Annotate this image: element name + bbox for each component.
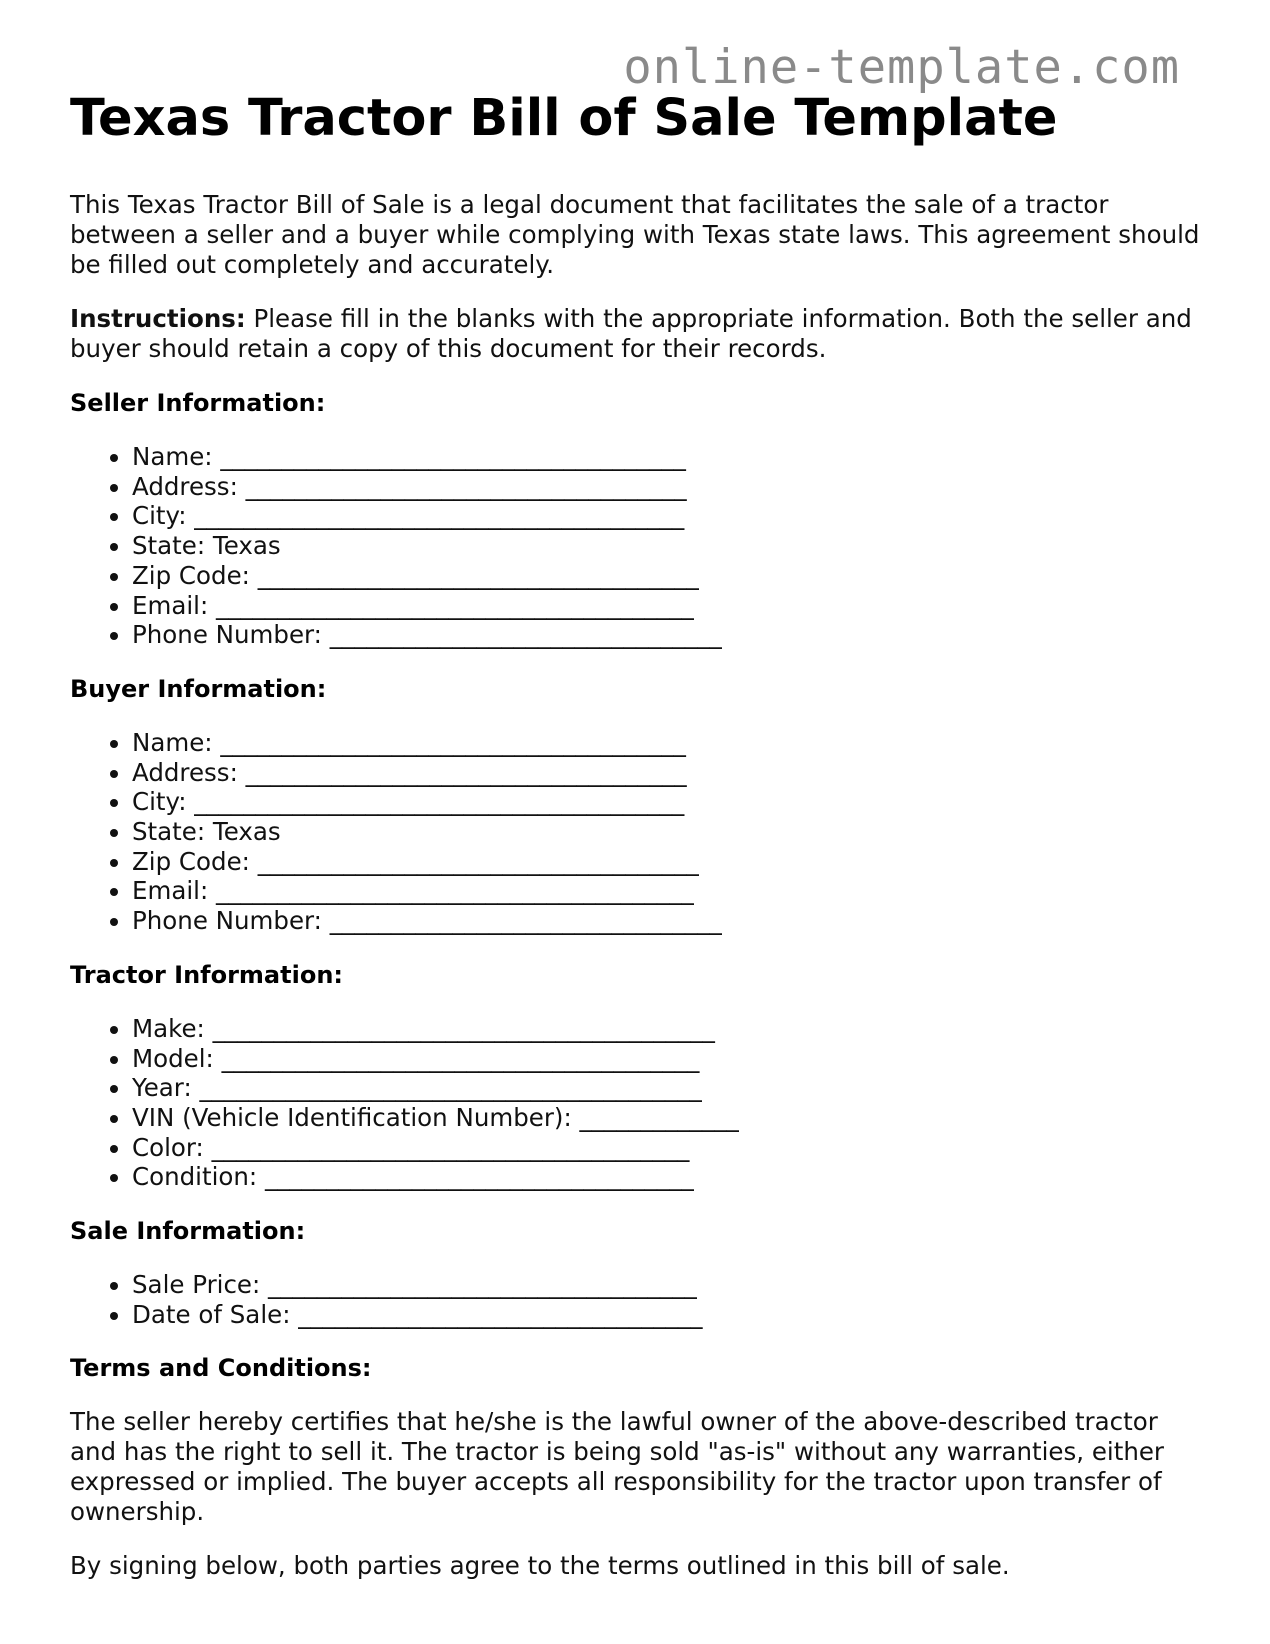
instructions-label: Instructions: (70, 304, 246, 333)
buyer-email-field: • Email: _______________________________________ (132, 876, 1200, 906)
seller-list (70, 442, 1200, 650)
tractor-model-field: • Model: _______________________________________ (132, 1044, 1200, 1074)
sale-list (70, 1270, 1200, 1329)
seller-address-field: • Address: ____________________________________ (132, 472, 1200, 502)
intro-paragraph: This Texas Tractor Bill of Sale is a legal document that facilitates the sale of a tractor between a seller and a buyer while complying with Texas state laws. This agreement should be filled out completely and accurately. (70, 190, 1200, 279)
tractor-list (70, 1014, 1200, 1192)
buyer-address-field: • Address: ____________________________________ (132, 758, 1200, 788)
seller-city-field: • City: ________________________________________ (132, 501, 1200, 531)
document-page (70, 88, 1200, 1605)
tractor-year-field: • Year: _________________________________________ (132, 1073, 1200, 1103)
buyer-state-field: • State: Texas (132, 817, 1200, 847)
buyer-zip-field: • Zip Code: ____________________________________ (132, 847, 1200, 877)
seller-zip-field: • Zip Code: ____________________________________ (132, 561, 1200, 591)
closing-paragraph: By signing below, both parties agree to the terms outlined in this bill of sale. (70, 1551, 1010, 1581)
instructions-paragraph (70, 304, 1200, 364)
sale-date-field: • Date of Sale: _________________________________ (132, 1300, 1200, 1330)
seller-name-field: • Name: ______________________________________ (132, 442, 1200, 472)
buyer-city-field: • City: ________________________________________ (132, 787, 1200, 817)
tractor-condition-field: • Condition: ___________________________________ (132, 1162, 1200, 1192)
buyer-heading: Buyer Information: (70, 674, 327, 703)
tractor-make-field: • Make: _________________________________________ (132, 1014, 1200, 1044)
terms-paragraph: The seller hereby certifies that he/she is the lawful owner of the above-described tractor and has the right to sell it. The tractor is being sold "as-is" without any warranties, either expressed or implied. The buyer accepts all responsibility for the tractor upon transfer of ownership. (70, 1407, 1164, 1527)
sale-heading: Sale Information: (70, 1217, 306, 1246)
tractor-vin-field: • VIN (Vehicle Identification Number): _____________ (132, 1103, 1200, 1133)
seller-heading: Seller Information: (70, 389, 326, 417)
seller-state-field: • State: Texas (132, 531, 1200, 561)
sale-price-field: • Sale Price: ___________________________________ (132, 1270, 1200, 1300)
buyer-list (70, 728, 1200, 936)
terms-heading: Terms and Conditions: (70, 1354, 372, 1383)
tractor-heading: Tractor Information: (70, 960, 343, 989)
instructions-text: Please fill in the blanks with the appropriate information. Both the seller and buyer should retain a copy of this document for their records. (70, 304, 1192, 363)
document-title: Texas Tractor Bill of Sale Template (70, 89, 1058, 148)
seller-email-field: • Email: _______________________________________ (132, 591, 1200, 621)
watermark: online-template.com (623, 40, 1180, 95)
tractor-color-field: • Color: _______________________________________ (132, 1133, 1200, 1163)
buyer-phone-field: • Phone Number: ________________________________ (132, 906, 1200, 936)
buyer-name-field: • Name: ______________________________________ (132, 728, 1200, 758)
seller-phone-field: • Phone Number: ________________________________ (132, 620, 1200, 650)
